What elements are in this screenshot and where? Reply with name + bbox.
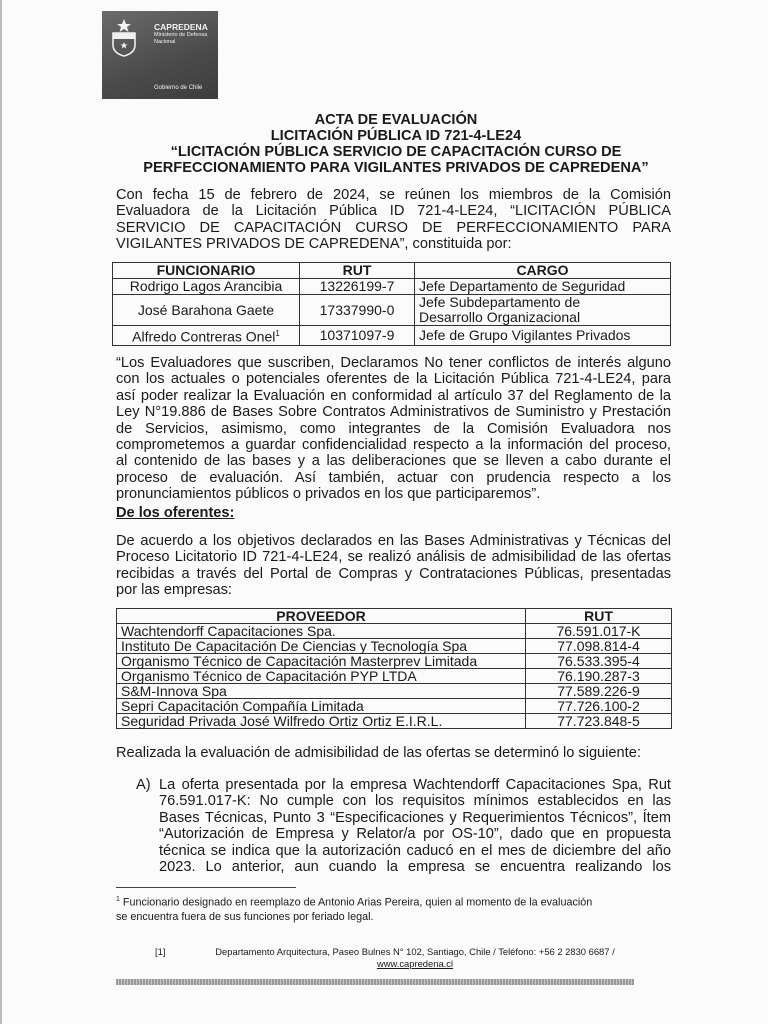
footer-address: Departamento Arquitectura, Paseo Bulnes N° 102, Santiago, Chile / Teléfono: +56 2 2830 6687 / (215, 946, 615, 957)
title-line-4: PERFECCIONAMIENTO PARA VIGILANTES PRIVADOS DE CAPREDENA” (143, 160, 649, 176)
officials-table (112, 262, 671, 346)
footnote-ref: 1 (275, 329, 280, 338)
official-cargo (415, 295, 671, 326)
text-line: “Los Evaluadores que suscriben, Declaramos No tener conflictos de interés alguno (116, 355, 671, 371)
text-line: VIGILANTES PRIVADOS DE CAPREDENA”, constituida por: (116, 236, 512, 253)
text-line: al contenido de las bases y a las deliberaciones que se lleven a cabo durante el (116, 453, 671, 470)
table-row (117, 669, 672, 684)
table-row (113, 295, 671, 326)
footnote-line (116, 893, 672, 910)
text-line: recibidas a través del Portal de Compras y Contrataciones Públicas, presentadas (116, 565, 671, 582)
text-line: Realizada la evaluación de admisibilidad de las ofertas se determinó lo siguiente: (116, 745, 641, 761)
official-cargo: Jefe de Grupo Vigilantes Privados (415, 326, 671, 346)
text-line: comprometemos a guardar confidencialidad respecto a la información del proceso, (116, 437, 671, 454)
section-heading: De los oferentes: (116, 505, 235, 521)
table-header-row (113, 263, 671, 279)
table-row (117, 699, 672, 714)
footnote-number: 1 (116, 896, 120, 903)
col-header-rut: RUT (300, 263, 415, 279)
declaration-paragraph (116, 355, 671, 503)
text-line: así poder realizar la Evaluación en conformidad al artículo 37 del Reglamento de la (116, 387, 671, 404)
title-line-2: LICITACIÓN PÚBLICA ID 721-4-LE24 (270, 128, 522, 144)
text-line: técnica se indica que la autorización caducó en el mes de diciembre del año (159, 842, 671, 859)
document-title (100, 112, 692, 176)
text-line: La oferta presentada por la empresa Wachtendorff Capacitaciones Spa, Rut (159, 777, 671, 793)
provider-name: Seguridad Privada José Wilfredo Ortiz Ortiz E.I.R.L. (117, 714, 526, 729)
table-row (117, 684, 672, 699)
capredena-logo (102, 11, 218, 99)
official-rut: 10371097-9 (300, 326, 415, 346)
text-line: por las empresas: (116, 582, 232, 599)
text-line: con los actuales o potenciales oferentes de la Licitación Pública 721-4-LE24, para (116, 371, 671, 388)
org-ministry-cont: Nacional (154, 38, 176, 45)
text-line: de Servicios, asimismo, como integrantes de la Comisión Evaluadora nos (116, 420, 671, 437)
text-line: 2023. Lo anterior, aun cuando la empresa se encuentra realizando los (159, 859, 671, 876)
col-header-proveedor: PROVEEDOR (117, 609, 526, 624)
provider-name: S&M-Innova Spa (117, 684, 526, 699)
table-header-row (117, 609, 672, 624)
footnote (116, 893, 672, 924)
provider-rut: 77.589.226-9 (526, 684, 672, 699)
provider-rut: 77.098.814-4 (526, 639, 672, 654)
official-name: José Barahona Gaete (113, 295, 300, 326)
official-name (113, 326, 300, 346)
text-line: Bases Técnicas, Punto 3 “Especificaciones y Requerimientos Técnicos”, Ítem (159, 809, 671, 826)
text-line: Proceso Licitatorio ID 721-4-LE24, se realizó análisis de admisibilidad de las ofertas (116, 549, 671, 566)
provider-name: Organismo Técnico de Capacitación PYP LTDA (117, 669, 526, 684)
official-cargo: Jefe Departamento de Seguridad (415, 279, 671, 295)
provider-name: Instituto De Capacitación De Ciencias y Tecnología Spa (117, 639, 526, 654)
text-line: De acuerdo a los objetivos declarados en las Bases Administrativas y Técnicas del (116, 533, 671, 549)
provider-name: Organismo Técnico de Capacitación Masterprev Limitada (117, 654, 526, 669)
footnote-line: se encuentra fuera de sus funciones por feriado legal. (116, 910, 374, 923)
text-line: proceso de evaluación. Así también, actuar con prudencia respecto a los (116, 469, 671, 486)
table-row (117, 624, 672, 639)
col-header-funcionario: FUNCIONARIO (113, 263, 300, 279)
title-line-1: ACTA DE EVALUACIÓN (314, 112, 478, 128)
org-name: CAPREDENA (154, 22, 208, 32)
official-cargo-line: Desarrollo Organizacional (419, 309, 581, 325)
table-row (113, 279, 671, 295)
result-intro (116, 745, 671, 761)
text-line: Evaluadora de la Licitación Pública ID 721-4-LE24, “LICITACIÓN PÚBLICA (116, 203, 671, 220)
government-label: Gobierno de Chile (154, 85, 203, 91)
text-line: SERVICIO DE CAPACITACIÓN CURSO DE PERFECCIONAMIENTO PARA (116, 219, 671, 236)
official-rut: 17337990-0 (300, 295, 415, 326)
official-cargo-line: Jefe Subdepartamento de (419, 294, 581, 310)
col-header-rut: RUT (526, 609, 672, 624)
provider-name: Sepri Capacitación Compañía Limitada (117, 699, 526, 714)
text-line: Con fecha 15 de febrero de 2024, se reúnen los miembros de la Comisión (116, 187, 671, 203)
provider-rut: 76.591.017-K (526, 624, 672, 639)
page-number: [1] (155, 946, 166, 957)
table-row (117, 714, 672, 729)
item-a-paragraph (159, 777, 671, 875)
org-ministry: Ministerio de Defensa (154, 32, 208, 38)
table-row (117, 639, 672, 654)
scan-artifact-bar (116, 979, 634, 985)
official-name-text: Alfredo Contreras Onel (132, 328, 276, 345)
table-row (117, 654, 672, 669)
providers-table (116, 608, 672, 729)
provider-rut: 77.723.848-5 (526, 714, 672, 729)
provider-rut: 76.190.287-3 (526, 669, 672, 684)
footnote-text: Funcionario designado en reemplazo de Antonio Arias Pereira, quien al momento de la evaluación (122, 896, 593, 909)
provider-name: Wachtendorff Capacitaciones Spa. (117, 624, 526, 639)
intro-paragraph (116, 187, 671, 253)
table-row (113, 326, 671, 346)
provider-rut: 76.533.395-4 (526, 654, 672, 669)
provider-rut: 77.726.100-2 (526, 699, 672, 714)
offerers-paragraph (116, 533, 671, 599)
footnote-divider (116, 887, 296, 888)
website-link[interactable]: www.capredena.cl (376, 958, 454, 969)
text-line: pronunciamientos públicos o privados en los que participaremos”. (116, 486, 541, 503)
coat-of-arms-icon (109, 17, 139, 57)
text-line: “Autorización de Empresa y Relator/a por OS-10”, dado que en propuesta (159, 826, 671, 843)
text-line: Ley N°19.886 de Bases Sobre Contratos Administrativos de Suministro y Prestación (116, 404, 671, 421)
title-line-3: “LICITACIÓN PÚBLICA SERVICIO DE CAPACITACIÓN CURSO DE (170, 144, 622, 160)
official-rut: 13226199-7 (300, 279, 415, 295)
col-header-cargo: CARGO (415, 263, 671, 279)
page-footer (150, 946, 640, 970)
text-line: 76.591.017-K: No cumple con los requisitos mínimos establecidos en las (159, 793, 671, 810)
official-name: Rodrigo Lagos Arancibia (113, 279, 300, 295)
scan-edge (0, 0, 2, 1024)
item-a-marker: A) (136, 777, 151, 793)
